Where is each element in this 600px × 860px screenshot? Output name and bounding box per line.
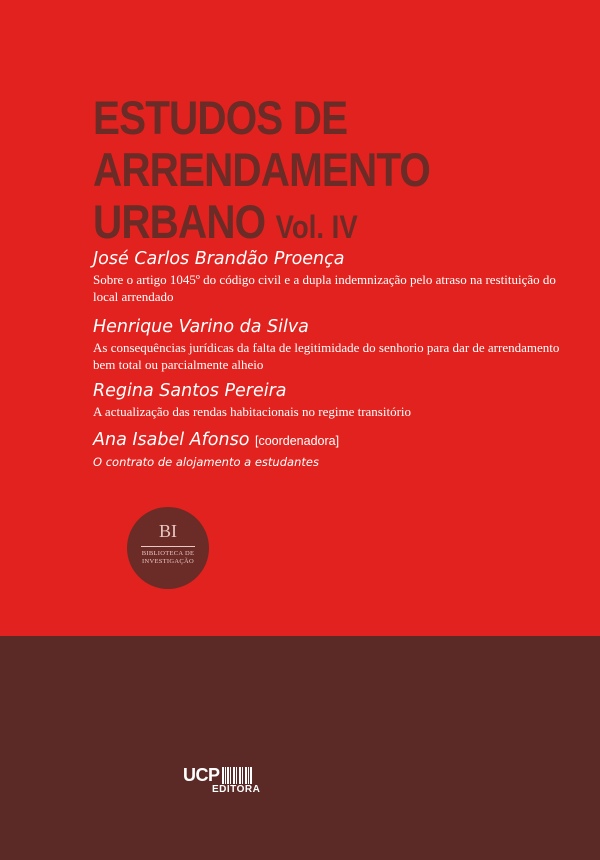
entry-role: [coordenadora] — [254, 434, 340, 448]
entry-1 — [93, 248, 563, 305]
entry-3 — [93, 380, 563, 420]
title-line-3 — [93, 196, 514, 253]
book-title — [93, 92, 514, 253]
badge-line-1: BIBLIOTECA DE — [141, 550, 195, 557]
barcode-icon — [222, 767, 253, 784]
volume-label: Vol. IV — [275, 209, 358, 245]
entry-description: A actualização das rendas habitacionais no regime transitório — [93, 404, 412, 419]
entry-description: Sobre o artigo 1045º do código civil e a dupla indemnização pelo atraso na restituição do local arrendado — [93, 272, 556, 304]
title-line-1: ESTUDOS DE — [93, 91, 348, 144]
entry-2 — [93, 316, 563, 373]
entry-author: Regina Santos Pereira — [93, 381, 287, 401]
collection-badge — [127, 507, 209, 589]
badge-divider — [141, 546, 195, 547]
entry-4 — [93, 429, 563, 471]
publisher-logo — [183, 766, 263, 800]
entry-author: José Carlos Brandão Proença — [93, 249, 345, 269]
publisher-brand: UCP — [183, 765, 220, 785]
entry-author: Henrique Varino da Silva — [93, 317, 309, 337]
entry-author-line — [93, 429, 563, 452]
title-line-3-text: URBANO — [93, 195, 266, 248]
title-line-2: ARRENDAMENTO — [93, 143, 431, 196]
entry-author: Ana Isabel Afonso — [93, 430, 250, 450]
entry-description: As consequências jurídicas da falta de legitimidade do senhorio para dar de arrendamento bem total ou parcialmente alheio — [93, 340, 560, 372]
entry-description: O contrato de alojamento a estudantes — [93, 455, 319, 469]
bottom-band — [0, 636, 600, 860]
badge-line-2: INVESTIGAÇÃO — [142, 558, 194, 565]
badge-initials: BI — [159, 521, 177, 541]
publisher-name: EDITORA — [212, 784, 261, 795]
